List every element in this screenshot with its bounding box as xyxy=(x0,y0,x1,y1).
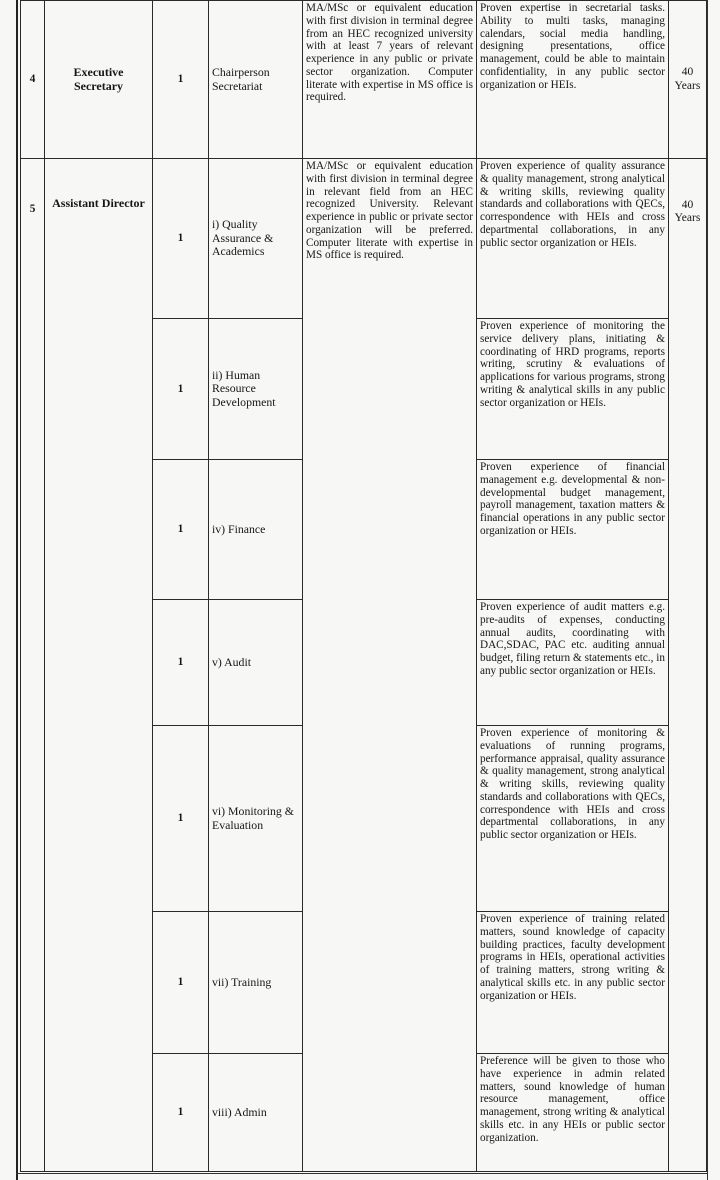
serial-number: 4 xyxy=(21,1,45,159)
qualification: MA/MSc or equivalent education with first division in terminal degree from an HEC recognized university with at least 7 years of relevant experience in any public or private sector organization. Computer literate with expertise in MS office is required. xyxy=(303,1,477,159)
department: iv) Finance xyxy=(209,460,303,600)
positions-count: 1 xyxy=(153,726,209,912)
department: v) Audit xyxy=(209,600,303,726)
positions-count: 1 xyxy=(153,460,209,600)
positions-count: 1 xyxy=(153,912,209,1054)
table-row xyxy=(21,1,707,159)
page-right-border xyxy=(707,0,708,1180)
post-title: Executive Secretary xyxy=(45,1,153,159)
age-limit: 40 Years xyxy=(669,159,707,1172)
department: i) Quality Assurance & Academics xyxy=(209,159,303,319)
experience: Proven experience of monitoring the service delivery plans, initiating & coordinating of HRD programs, reports writing, scrutiny & evaluations of applications for various programs, strong writing & analytical skills in any public sector organization or HEIs. xyxy=(477,319,669,460)
positions-count: 1 xyxy=(153,319,209,460)
experience: Proven experience of audit matters e.g. pre-audits of expenses, conducting annual audits, coordinating with DAC,SDAC, PAC etc. auditing annual budget, filing return & statements etc., in any public sector organization or HEIs. xyxy=(477,600,669,726)
experience: Proven experience of monitoring & evaluations of running programs, performance appraisal, quality assurance & quality management, strong analytical & writing skills, reviewing quality standards and collaborations with QECs, correspondence with HEIs and cross departmental collaborations, in any public sector organization or HEIs. xyxy=(477,726,669,912)
experience: Proven experience of quality assurance & quality management, strong analytical & writing skills, reviewing quality standards and collaborations with QECs, correspondence with HEIs and cross departmental collaborations, in any public sector organization or HEIs. xyxy=(477,159,669,319)
positions-table xyxy=(20,0,707,1172)
department: viii) Admin xyxy=(209,1054,303,1172)
qualification: MA/MSc or equivalent education with first division in terminal degree in relevant field from an HEC recognized University. Relevant experience in public or private sector organization will be preferred. Computer literate with expertise in MS office is required. xyxy=(303,159,477,1172)
department: vi) Monitoring & Evaluation xyxy=(209,726,303,912)
table-bottom-border xyxy=(16,1173,708,1180)
department: ii) Human Resource Development xyxy=(209,319,303,460)
page-left-border xyxy=(16,0,18,1180)
post-title: Assistant Director xyxy=(45,159,153,1172)
table-row xyxy=(21,159,707,319)
experience: Proven experience of training related matters, sound knowledge of capacity building practices, faculty development programs in HEIs, operational activities of training matters, strong writing & analytical skills etc. in any public sector organization or HEIs. xyxy=(477,912,669,1054)
positions-count: 1 xyxy=(153,600,209,726)
experience: Proven experience of financial management e.g. developmental & non-developmental budget management, payroll management, taxation matters & financial operations in any public sector organization or HEIs. xyxy=(477,460,669,600)
positions-count: 1 xyxy=(153,1,209,159)
positions-count: 1 xyxy=(153,1054,209,1172)
experience: Proven expertise in secretarial tasks. Ability to multi tasks, managing calendars, social media handling, designing presentations, office management, could be able to maintain confidentiality, in any public sector organization or HEIs. xyxy=(477,1,669,159)
age-limit: 40 Years xyxy=(669,1,707,159)
experience: Preference will be given to those who have experience in admin related matters, sound knowledge of human resource management, office management, strong writing & analytical skills etc. in any HEIs or public sector organization. xyxy=(477,1054,669,1172)
department: vii) Training xyxy=(209,912,303,1054)
department: Chairperson Secretariat xyxy=(209,1,303,159)
positions-count: 1 xyxy=(153,159,209,319)
serial-number: 5 xyxy=(21,159,45,1172)
